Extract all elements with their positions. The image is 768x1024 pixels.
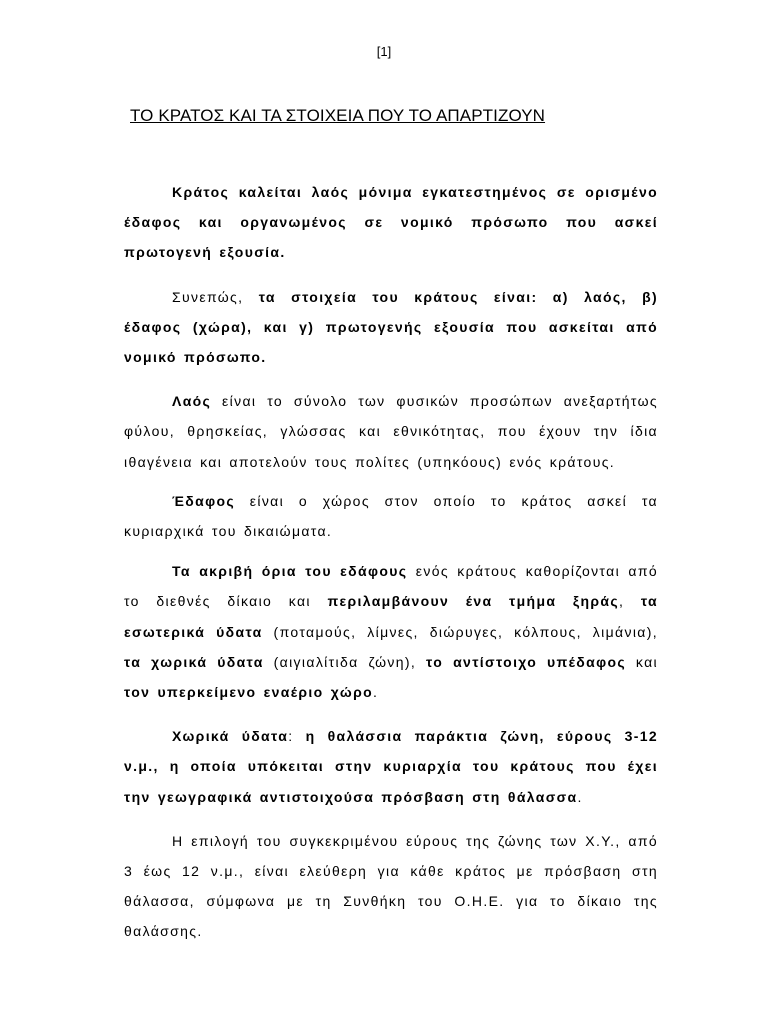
page-number: [1]: [376, 44, 392, 59]
bold-text: η θαλάσσια παράκτια ζώνη, εύρους 3-12 ν.μ., η οποία υπόκειται στην κυριαρχία του κράτους που έχει την γεωγραφικά αντιστοιχούσα πρόσβαση στη θάλασσα: [124, 728, 659, 805]
paragraph-people: [124, 386, 658, 477]
paragraph-territorial-waters: [124, 721, 658, 812]
bold-text: Λαός: [172, 393, 212, 410]
text: (αιγιαλίτιδα ζώνη),: [263, 653, 427, 670]
text: Η επιλογή του συγκεκριμένου εύρους της ζώνης των Χ.Υ., από 3 έως 12 ν.μ., είναι ελεύθερη για κάθε κράτος με πρόσβαση στη θάλασσα, σύμφωνα με τη Συνθήκη του Ο.Η.Ε. για το δίκαιο της θαλάσσης.: [124, 832, 658, 940]
bold-text: τα χωρικά ύδατα: [124, 653, 264, 670]
bold-text: το αντίστοιχο υπέδαφος: [426, 653, 626, 670]
bold-text: τον υπερκείμενο εναέριο χώρο: [124, 684, 373, 701]
text: ενός κράτους καθορίζονται από το διεθνές δίκαιο και: [124, 563, 658, 610]
document-title: ΤΟ ΚΡΑΤΟΣ ΚΑΙ ΤΑ ΣΤΟΙΧΕΙΑ ΠΟΥ ΤΟ ΑΠΑΡΤΙΖΟΥΝ: [130, 106, 546, 125]
text: είναι το σύνολο των φυσικών προσώπων ανεξαρτήτως φύλου, θρησκείας, γλώσσας και εθνικότητας, που έχουν την ίδια ιθαγένεια και αποτελούν τους πολίτες (υπηκόους) ενός κράτους.: [124, 393, 658, 470]
paragraph-definition: [124, 177, 658, 268]
paragraph-elements: [124, 282, 658, 373]
text: :: [288, 728, 306, 745]
text: Συνεπώς,: [172, 288, 259, 305]
bold-text: τα στοιχεία του κράτους είναι: α) λαός, β) έδαφος (χώρα), και γ) πρωτογενής εξουσία που ασκείται από νομικό πρόσωπο.: [124, 288, 658, 366]
text: (ποταμούς, λίμνες, διώρυγες, κόλπους, λιμάνια),: [262, 623, 658, 640]
bold-text: Κράτος καλείται λαός μόνιμα εγκατεστημένος σε ορισμένο έδαφος και οργανωμένος σε νομικό πρόσωπο που ασκεί πρωτογενή εξουσία.: [124, 184, 658, 261]
text: είναι ο χώρος στον οποίο το κράτος ασκεί τα κυριαρχικά του δικαιώματα.: [124, 492, 658, 540]
text: ,: [619, 593, 641, 610]
bold-text: Τα ακριβή όρια του εδάφους: [172, 563, 408, 580]
bold-text: Έδαφος: [172, 492, 235, 509]
bold-text: τα εσωτερικά ύδατα: [124, 593, 658, 640]
document-body: [124, 177, 658, 961]
bold-text: περιλαμβάνουν ένα τμήμα ξηράς: [327, 593, 619, 610]
paragraph-borders: [124, 556, 658, 707]
paragraph-zone-width: [124, 826, 658, 947]
bold-text: Χωρικά ύδατα: [172, 728, 289, 745]
text: .: [577, 788, 583, 805]
text: και: [625, 653, 659, 670]
text: .: [373, 684, 379, 701]
paragraph-territory: [124, 486, 658, 546]
